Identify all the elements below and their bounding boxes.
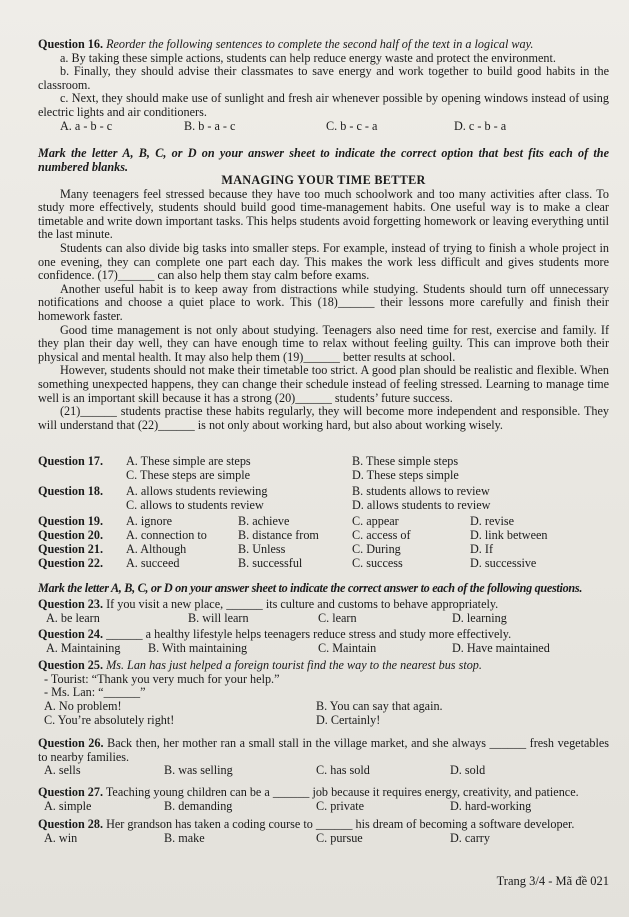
q16-sentence-b: b. Finally, they should advise their classmates to save energy and work together to build good habits in the classroom. [38, 64, 609, 92]
q20-row [38, 529, 609, 543]
q28-option-a[interactable]: A. win [44, 830, 78, 845]
q25-tourist-line: - Tourist: “Thank you very much for your help.” [44, 671, 280, 686]
q22-head: Question 22. [38, 556, 104, 570]
q25-head: Question 25. [38, 658, 104, 672]
question-28 [38, 818, 609, 845]
q16-option-a[interactable]: A. a - b - c [60, 118, 113, 133]
q24-option-d[interactable]: D. Have maintained [452, 640, 550, 655]
q18-row2 [38, 499, 609, 515]
q24-option-b[interactable]: B. With maintaining [148, 640, 248, 655]
q19-option-c[interactable]: C. appear [352, 514, 399, 528]
instruction-questions: Mark the letter A, B, C, or D on your answer sheet to indicate the correct answer to each of the following questions. [38, 581, 583, 595]
q27-head: Question 27. [38, 785, 104, 799]
q17-option-d[interactable]: D. These steps simple [352, 468, 459, 482]
q24-stem: ______ a healthy lifestyle helps teenagers reduce stress and study more effectively. [106, 627, 512, 641]
q25-option-c[interactable]: C. You’re absolutely right! [44, 712, 175, 727]
q16-options [60, 120, 609, 134]
question-27 [38, 786, 609, 813]
q19-row [38, 515, 609, 529]
q28-options [44, 832, 609, 846]
q28-stem: Her grandson has taken a coding course to ______ his dream of becoming a software developer. [106, 817, 575, 831]
q22-option-d[interactable]: D. successive [470, 556, 537, 570]
question-25 [38, 659, 609, 727]
q16-option-c[interactable]: C. b - c - a [326, 118, 378, 133]
q24-option-a[interactable]: A. Maintaining [46, 640, 121, 655]
cloze-options [38, 455, 609, 571]
q18-option-c[interactable]: C. allows to students review [126, 498, 264, 512]
q28-option-d[interactable]: D. carry [450, 830, 490, 845]
q16-prompt: Reorder the following sentences to complete the second half of the text in a logical way. [106, 37, 534, 51]
q20-option-d[interactable]: D. link between [470, 528, 548, 542]
q27-options [44, 800, 609, 814]
q22-option-b[interactable]: B. successful [238, 556, 303, 570]
question-16 [38, 38, 609, 133]
passage-paragraph-1: Many teenagers feel stressed because they have too much schoolwork and too many activities after class. To study more effectively, students should build good time-management habits. One useful way is to make a clear timetable and write down important tasks. This helps students avoid forgetting homework or leaving everything until the last minute. [38, 186, 609, 242]
q27-option-d[interactable]: D. hard-working [450, 798, 532, 813]
question-23 [38, 598, 609, 625]
q26-stem: Back then, her mother ran a small stall in the village market, and she always ______ fresh vegetables to nearby families. [38, 736, 610, 764]
question-26 [38, 737, 609, 780]
q28-option-b[interactable]: B. make [164, 830, 205, 845]
q28-option-c[interactable]: C. pursue [316, 830, 363, 845]
q16-sentence-a: a. By taking these simple actions, students can help reduce energy waste and protect the environment. [60, 50, 556, 65]
q23-stem: If you visit a new place, ______ its culture and customs to behave appropriately. [106, 597, 499, 611]
q24-options [46, 642, 609, 656]
q21-head: Question 21. [38, 542, 104, 556]
q18-row1 [38, 485, 609, 499]
q27-option-c[interactable]: C. private [316, 798, 365, 813]
q20-option-a[interactable]: A. connection to [126, 528, 207, 542]
q21-option-a[interactable]: A. Although [126, 542, 187, 556]
q17-row2 [38, 469, 609, 485]
q21-option-b[interactable]: B. Unless [238, 542, 286, 556]
q19-option-b[interactable]: B. achieve [238, 514, 290, 528]
page-footer: Trang 3/4 - Mã đề 021 [496, 874, 609, 888]
q17-head: Question 17. [38, 454, 104, 468]
q26-option-b[interactable]: B. was selling [164, 763, 233, 778]
passage-title: MANAGING YOUR TIME BETTER [221, 173, 426, 187]
q23-option-a[interactable]: A. be learn [46, 610, 100, 625]
q23-option-b[interactable]: B. will learn [188, 610, 249, 625]
q20-head: Question 20. [38, 528, 104, 542]
q26-options [44, 764, 609, 780]
q24-head: Question 24. [38, 627, 104, 641]
q17-row1 [38, 455, 609, 469]
passage-paragraph-3: Another useful habit is to keep away from distractions while studying. Students should turn off unnecessary notifications and choose a quiet place to work. This (18)______ their lessons more carefully and finish their homework faster. [38, 281, 609, 323]
instruction-cloze: Mark the letter A, B, C, or D on your answer sheet to indicate the correct option that best fits each of the numbered blanks. [38, 146, 609, 174]
q18-option-b[interactable]: B. students allows to review [352, 484, 490, 498]
q27-stem: Teaching young children can be a ______ job because it requires energy, creativity, and patience. [105, 785, 579, 799]
q16-option-d[interactable]: D. c - b - a [454, 118, 507, 133]
q20-option-c[interactable]: C. access of [352, 528, 411, 542]
q25-stem: Ms. Lan has just helped a foreign tourist find the way to the nearest bus stop. [106, 658, 482, 672]
passage-paragraph-4: Good time management is not only about studying. Teenagers also need time for rest, exercise and family. If they plan their day well, they can have enough time to relax without feeling guilty. This can improve both their physical and mental health. It may also help them (19)______ better results at school. [38, 322, 609, 364]
q18-option-d[interactable]: D. allows students to review [352, 498, 491, 512]
q23-option-d[interactable]: D. learning [452, 610, 507, 625]
q17-option-a[interactable]: A. These simple are steps [126, 454, 251, 468]
q18-option-a[interactable]: A. allows students reviewing [126, 484, 268, 498]
passage-paragraph-5: However, students should not make their timetable too strict. A good plan should be realistic and flexible. When something unexpected happens, they can change their schedule instead of feeling stressed. Learning to manage time well is an important skill because it has a strong (20)______ students’ future success. [38, 363, 609, 405]
q22-option-a[interactable]: A. succeed [126, 556, 180, 570]
q21-option-c[interactable]: C. During [352, 542, 401, 556]
q24-option-c[interactable]: C. Maintain [318, 640, 377, 655]
q22-row [38, 557, 609, 571]
passage [38, 174, 609, 432]
q23-option-c[interactable]: C. learn [318, 610, 357, 625]
q23-options [46, 612, 609, 626]
q25-options-row2 [44, 714, 609, 728]
passage-paragraph-6: (21)______ students practise these habits regularly, they will become more independent and responsible. They will understand that (22)______ is not only about working hard, but also about working wisely. [38, 404, 609, 432]
q25-option-a[interactable]: A. No problem! [44, 698, 122, 713]
q28-head: Question 28. [38, 817, 104, 831]
q27-option-a[interactable]: A. simple [44, 798, 92, 813]
q23-head: Question 23. [38, 597, 104, 611]
q19-option-d[interactable]: D. revise [470, 514, 514, 528]
q22-option-c[interactable]: C. success [352, 556, 403, 570]
q16-head: Question 16. [38, 37, 104, 51]
q25-options-row1 [44, 700, 609, 714]
q25-mslan-line: - Ms. Lan: “______” [44, 685, 146, 700]
q25-option-d[interactable]: D. Certainly! [316, 712, 381, 727]
q21-option-d[interactable]: D. If [470, 542, 494, 556]
q21-row [38, 543, 609, 557]
q26-head: Question 26. [38, 736, 104, 750]
q19-option-a[interactable]: A. ignore [126, 514, 173, 528]
q27-option-b[interactable]: B. demanding [164, 798, 233, 813]
q17-option-c[interactable]: C. These steps are simple [126, 468, 250, 482]
q20-option-b[interactable]: B. distance from [238, 528, 319, 542]
q26-option-a[interactable]: A. sells [44, 763, 81, 778]
q25-option-b[interactable]: B. You can say that again. [316, 698, 443, 713]
q17-option-b[interactable]: B. These simple steps [352, 454, 459, 468]
q19-head: Question 19. [38, 514, 104, 528]
q16-sentence-c: c. Next, they should make use of sunlight and fresh air whenever possible by opening windows instead of using electric lights and air conditioners. [38, 91, 609, 119]
q16-option-b[interactable]: B. b - a - c [184, 118, 236, 133]
question-24 [38, 628, 609, 655]
passage-paragraph-2: Students can also divide big tasks into smaller steps. For example, instead of trying to finish a whole project in one evening, they can complete one part each day. This makes the work less difficult and gives students more confidence. (17)______ can also help them stay calm before exams. [38, 240, 609, 283]
q26-option-c[interactable]: C. has sold [316, 763, 370, 778]
q26-option-d[interactable]: D. sold [450, 763, 486, 778]
q18-head: Question 18. [38, 484, 104, 498]
